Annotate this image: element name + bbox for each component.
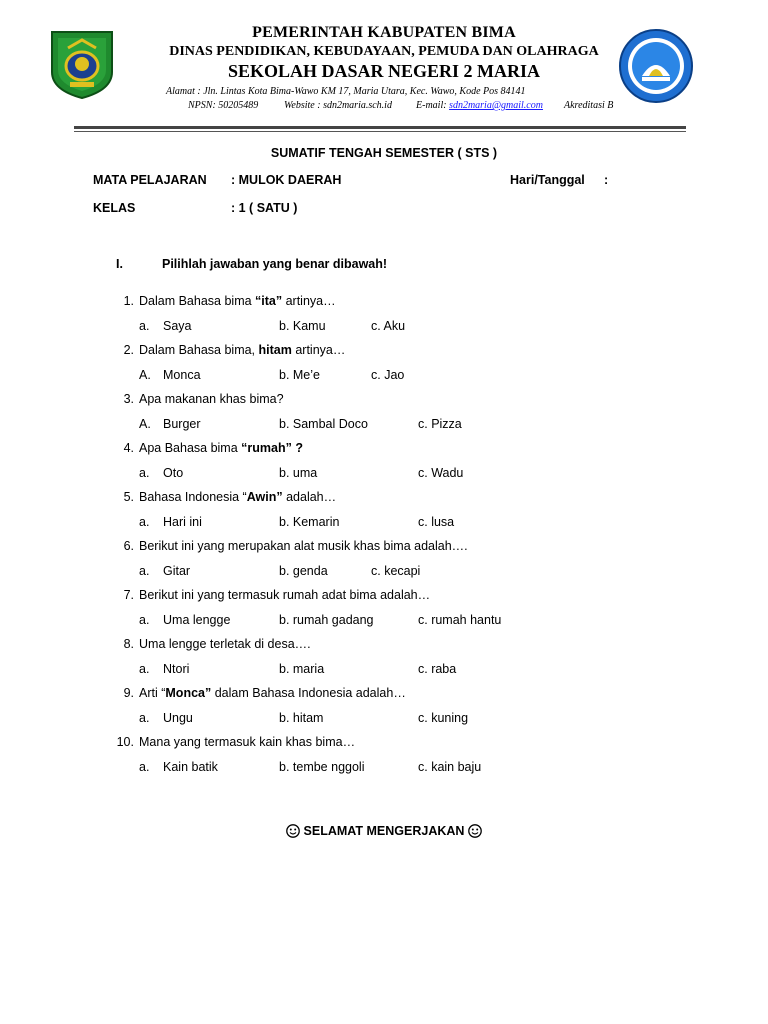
option-c: c. Pizza bbox=[418, 417, 462, 431]
question-text bbox=[139, 441, 303, 455]
question-text-part: adalah… bbox=[282, 490, 337, 504]
option-b: b. Kemarin bbox=[279, 515, 340, 529]
option-b: b. Me’e bbox=[279, 368, 320, 382]
header-email-link[interactable]: sdn2maria@gmail.com bbox=[449, 100, 543, 111]
header-department: DINAS PENDIDIKAN, KEBUDAYAAN, PEMUDA DAN OLAHRAGA bbox=[169, 44, 599, 59]
answer-options-9 bbox=[0, 711, 768, 729]
option-a: Monca bbox=[163, 368, 201, 382]
question-number: 6. bbox=[123, 539, 134, 553]
header-accreditation: Akreditasi B bbox=[564, 100, 614, 111]
question-8 bbox=[0, 637, 768, 655]
question-number: 10. bbox=[116, 735, 134, 749]
answer-options-2 bbox=[0, 368, 768, 386]
option-b: b. Kamu bbox=[279, 319, 326, 333]
question-number: 1. bbox=[123, 294, 134, 308]
question-7 bbox=[0, 588, 768, 606]
question-6 bbox=[0, 539, 768, 557]
option-b: b. genda bbox=[279, 564, 328, 578]
question-text-part: artinya… bbox=[282, 294, 336, 308]
answer-options-1 bbox=[0, 319, 768, 337]
option-b: b. uma bbox=[279, 466, 318, 480]
option-a-marker: a. bbox=[139, 662, 150, 676]
letterhead-divider-thin bbox=[74, 131, 686, 132]
header-government: PEMERINTAH KABUPATEN BIMA bbox=[252, 24, 516, 41]
subject-value: : MULOK DAERAH bbox=[231, 173, 342, 187]
question-text-part: Apa Bahasa bima bbox=[139, 441, 242, 455]
question-text-part: Uma lengge terletak di desa…. bbox=[139, 637, 311, 651]
subject-label: MATA PELAJARAN bbox=[93, 173, 207, 187]
option-c: c. Jao bbox=[371, 368, 405, 382]
question-number: 7. bbox=[123, 588, 134, 602]
question-text-part: Dalam Bahasa bima, bbox=[139, 343, 259, 357]
option-b: b. Sambal Doco bbox=[279, 417, 368, 431]
question-1 bbox=[0, 294, 768, 312]
question-text-part: artinya… bbox=[291, 343, 346, 357]
question-text bbox=[139, 490, 336, 504]
question-text-part: Apa makanan khas bima? bbox=[139, 392, 284, 406]
question-2 bbox=[0, 343, 768, 361]
answer-options-5 bbox=[0, 515, 768, 533]
class-label: KELAS bbox=[93, 201, 136, 215]
option-a-marker: A. bbox=[139, 368, 151, 382]
question-number: 5. bbox=[123, 490, 134, 504]
question-text-part: Awin” bbox=[246, 490, 283, 504]
option-a-marker: a. bbox=[139, 564, 150, 578]
question-text bbox=[139, 392, 284, 406]
option-a: Saya bbox=[163, 319, 192, 333]
header-email-label: E-mail: bbox=[416, 100, 447, 111]
class-value: : 1 ( SATU ) bbox=[231, 201, 298, 215]
question-text bbox=[139, 637, 311, 651]
option-c: c. kuning bbox=[418, 711, 469, 725]
option-c: c. rumah hantu bbox=[418, 613, 502, 627]
section-number: I. bbox=[116, 257, 123, 271]
answer-options-6 bbox=[0, 564, 768, 582]
option-c: c. lusa bbox=[418, 515, 455, 529]
option-a-marker: a. bbox=[139, 466, 150, 480]
option-c: c. kecapi bbox=[371, 564, 421, 578]
question-text bbox=[139, 735, 355, 749]
question-number: 2. bbox=[123, 343, 134, 357]
date-value: : bbox=[604, 173, 609, 187]
answer-options-3 bbox=[0, 417, 768, 435]
option-b: b. hitam bbox=[279, 711, 324, 725]
question-5 bbox=[0, 490, 768, 508]
option-a: Gitar bbox=[163, 564, 191, 578]
question-text bbox=[139, 588, 430, 602]
closing-message bbox=[0, 824, 768, 838]
option-b: b. rumah gadang bbox=[279, 613, 374, 627]
option-c: c. Wadu bbox=[418, 466, 464, 480]
exam-title: SUMATIF TENGAH SEMESTER ( STS ) bbox=[270, 146, 498, 160]
question-text-part: Arti “ bbox=[139, 686, 166, 700]
header-address: Alamat : Jln. Lintas Kota Bima-Wawo KM 17, Maria Utara, Kec. Wawo, Kode Pos 84141 bbox=[166, 86, 526, 97]
option-a: Ntori bbox=[163, 662, 190, 676]
smiley-icon bbox=[286, 824, 300, 838]
question-text-part: dalam Bahasa Indonesia adalah… bbox=[211, 686, 406, 700]
answer-options-7 bbox=[0, 613, 768, 631]
option-b: b. tembe nggoli bbox=[279, 760, 365, 774]
question-text-part: “rumah” ? bbox=[241, 441, 303, 455]
option-a: Oto bbox=[163, 466, 184, 480]
option-a-marker: a. bbox=[139, 515, 150, 529]
answer-options-8 bbox=[0, 662, 768, 680]
option-a: Kain batik bbox=[163, 760, 218, 774]
question-text-part: Dalam Bahasa bima bbox=[139, 294, 256, 308]
option-b: b. maria bbox=[279, 662, 325, 676]
question-number: 8. bbox=[123, 637, 134, 651]
smiley-icon bbox=[468, 824, 482, 838]
question-text bbox=[139, 539, 468, 553]
option-a-marker: a. bbox=[139, 613, 150, 627]
option-a-marker: a. bbox=[139, 319, 150, 333]
option-a-marker: A. bbox=[139, 417, 151, 431]
letterhead-divider-thick bbox=[74, 126, 686, 129]
question-text bbox=[139, 294, 336, 308]
question-9 bbox=[0, 686, 768, 704]
header-school-name: SEKOLAH DASAR NEGERI 2 MARIA bbox=[227, 61, 541, 81]
question-text-part: “ita” bbox=[255, 294, 283, 308]
header-npsn: NPSN: 50205489 bbox=[188, 100, 259, 111]
option-a: Burger bbox=[163, 417, 201, 431]
option-a: Uma lengge bbox=[163, 613, 231, 627]
question-text bbox=[139, 343, 345, 357]
option-a-marker: a. bbox=[139, 711, 150, 725]
date-label: Hari/Tanggal bbox=[510, 173, 585, 187]
option-a-marker: a. bbox=[139, 760, 150, 774]
question-number: 3. bbox=[123, 392, 134, 406]
question-text-part: Berikut ini yang termasuk rumah adat bima adalah… bbox=[139, 588, 431, 602]
question-10 bbox=[0, 735, 768, 753]
section-instruction: Pilihlah jawaban yang benar dibawah! bbox=[162, 257, 388, 271]
option-c: c. kain baju bbox=[418, 760, 482, 774]
answer-options-10 bbox=[0, 760, 768, 778]
question-text-part: Mana yang termasuk kain khas bima… bbox=[139, 735, 356, 749]
question-text bbox=[139, 686, 406, 700]
closing-text: SELAMAT MENGERJAKAN bbox=[303, 824, 465, 838]
header-website: Website : sdn2maria.sch.id bbox=[284, 100, 392, 111]
question-number: 4. bbox=[123, 441, 134, 455]
option-c: c. Aku bbox=[371, 319, 406, 333]
question-number: 9. bbox=[123, 686, 134, 700]
option-c: c. raba bbox=[418, 662, 457, 676]
question-3 bbox=[0, 392, 768, 410]
option-a: Ungu bbox=[163, 711, 193, 725]
option-a: Hari ini bbox=[163, 515, 202, 529]
question-text-part: hitam bbox=[258, 343, 292, 357]
header-email bbox=[416, 100, 543, 111]
question-text-part: Monca” bbox=[165, 686, 212, 700]
question-4 bbox=[0, 441, 768, 459]
answer-options-4 bbox=[0, 466, 768, 484]
question-text-part: Bahasa Indonesia “ bbox=[139, 490, 247, 504]
question-text-part: Berikut ini yang merupakan alat musik khas bima adalah…. bbox=[139, 539, 468, 553]
